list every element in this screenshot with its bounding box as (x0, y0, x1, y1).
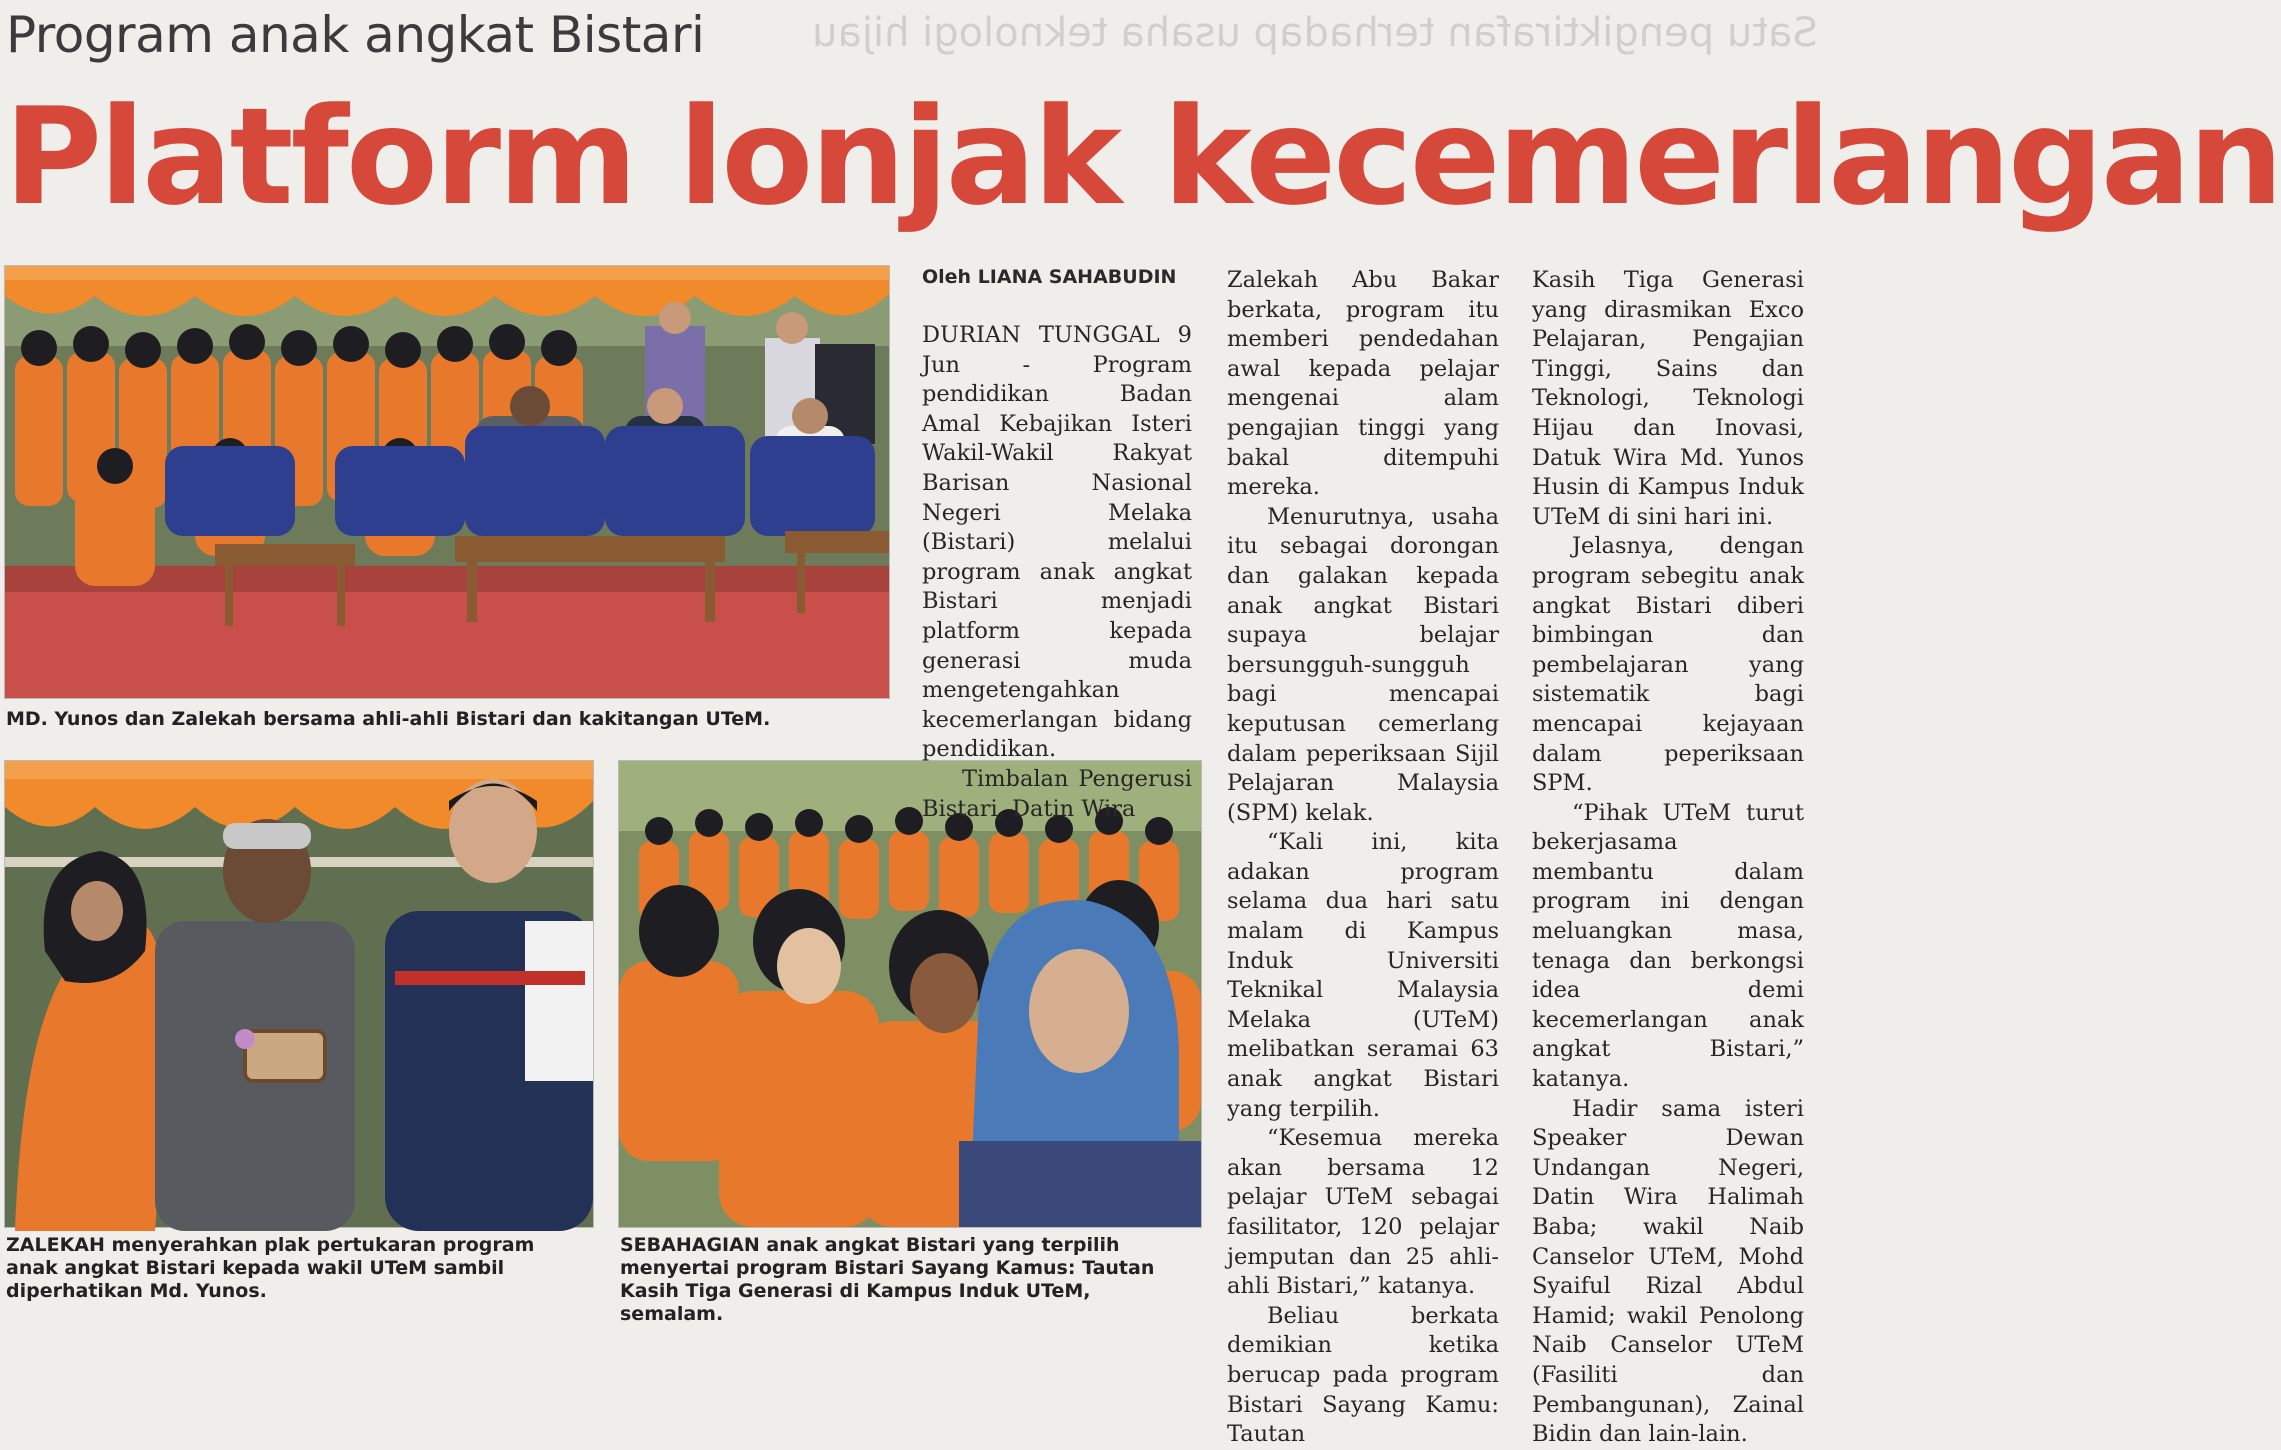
group-photo-caption: MD. Yunos dan Zalekah bersama ahli-ahli Bistari dan kakitangan UTeM. (6, 708, 771, 730)
paragraph: “Kesemua mereka akan bersama 12 pelajar UTeM sebagai fasilitator, 120 pelajar jemputan dan 25 ahli-ahli Bistari,” katanya. (1227, 1125, 1499, 1300)
paragraph: Menurutnya, usaha itu sebagai dorongan dan galakan kepada anak angkat Bistari supaya belajar bersungguh-sungguh bagi mencapai keputusan cemerlang dalam peperiksaan Sijil Pelajaran Malaysia (SPM) kelak. (1227, 503, 1499, 826)
plaque-photo (4, 760, 594, 1228)
article-column-2 (1227, 266, 1499, 1450)
article-byline: Oleh LIANA SAHABUDIN (922, 266, 1177, 288)
article-headline: Platform lonjak kecemerlangan (4, 79, 2281, 235)
article-kicker: Program anak angkat Bistari (6, 6, 705, 64)
paragraph: DURIAN TUNGGAL 9 Jun - Program pendidikan Badan Amal Kebajikan Isteri Wakil-Wakil Rakyat Barisan Nasional Negeri Melaka (Bistari) melalui program anak angkat Bistari menjadi platform kepada generasi muda mengetengahkan kecemerlangan bidang pendidikan. (922, 322, 1192, 763)
students-photo (618, 760, 1202, 1228)
paragraph: Beliau berkata demikian ketika berucap pada program Bistari Sayang Kamu: Tautan (1227, 1302, 1499, 1448)
article-column-3 (1532, 266, 1804, 1450)
students-photo-caption: SEBAHAGIAN anak angkat Bistari yang terpilih menyertai program Bistari Sayang Kamus: Tautan Kasih Tiga Generasi di Kampus Induk UTeM, semalam. (620, 1234, 1155, 1325)
article-column-1 (922, 321, 1192, 824)
paragraph: Jelasnya, dengan program sebegitu anak angkat Bistari diberi bimbingan dan pembelajaran yang sistematik bagi mencapai kejayaan dalam peperiksaan SPM. (1532, 533, 1804, 797)
paragraph: “Pihak UTeM turut bekerjasama membantu dalam program ini dengan meluangkan masa, tenaga dan berkongsi idea demi kecemerlangan anak angkat Bistari,” katanya. (1532, 799, 1804, 1093)
paragraph: Timbalan Pengerusi Bistari, Datin Wira (922, 765, 1192, 822)
paragraph: Zalekah Abu Bakar berkata, program itu memberi pendedahan awal kepada pelajar mengenai alam pengajian tinggi yang bakal ditempuhi mereka. (1227, 267, 1499, 501)
bleed-through-text: Satu pengiktirafan terhadap usaha teknologi hijau (812, 10, 1818, 56)
group-photo (4, 265, 890, 699)
plaque-photo-caption: ZALEKAH menyerahkan plak pertukaran program anak angkat Bistari kepada wakil UTeM sambil diperhatikan Md. Yunos. (6, 1234, 535, 1302)
paragraph: “Kali ini, kita adakan program selama dua hari satu malam di Kampus Induk Universiti Teknikal Malaysia Melaka (UTeM) melibatkan seramai 63 anak angkat Bistari yang terpilih. (1227, 829, 1499, 1122)
paragraph: Kasih Tiga Generasi yang dirasmikan Exco Pelajaran, Pengajian Tinggi, Sains dan Teknologi, Teknologi Hijau dan Inovasi, Datuk Wira Md. Yunos Husin di Kampus Induk UTeM di sini hari ini. (1532, 267, 1804, 530)
paragraph: Hadir sama isteri Speaker Dewan Undangan Negeri, Datin Wira Halimah Baba; wakil Naib Canselor UTeM, Mohd Syaiful Rizal Abdul Hamid; wakil Penolong Naib Canselor UTeM (Fasiliti dan Pembangunan), Zainal Bidin dan lain-lain. (1532, 1095, 1804, 1448)
